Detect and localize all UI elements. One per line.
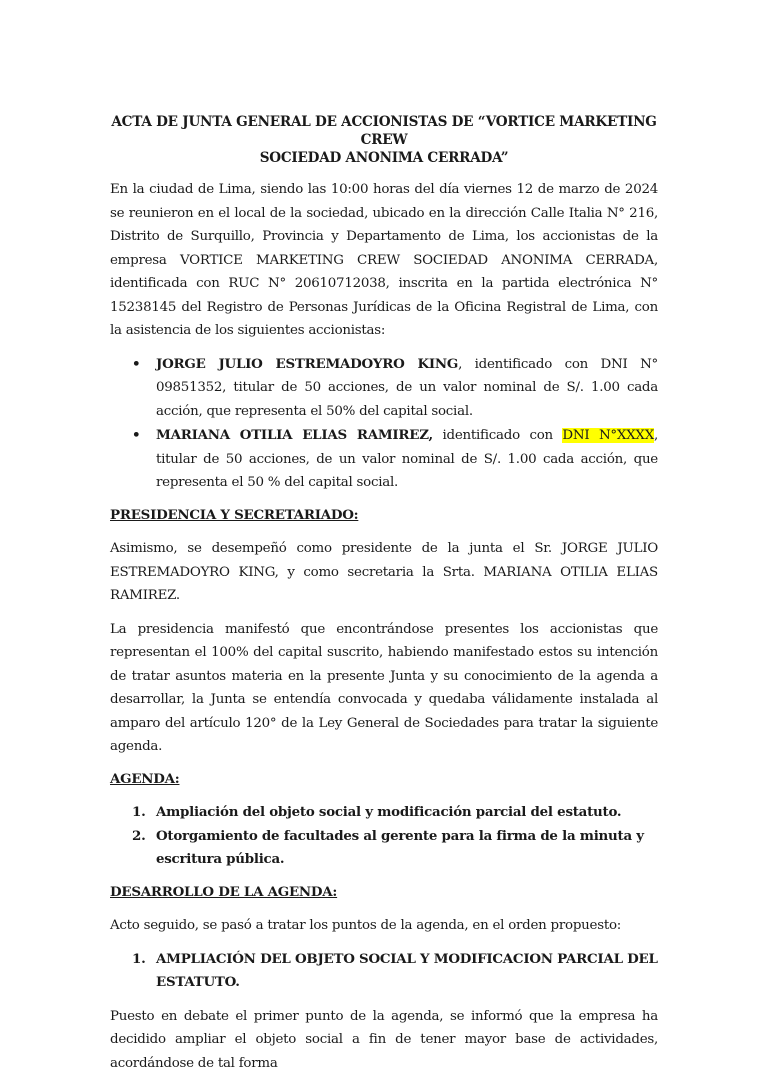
agenda-item-number: 2.: [132, 825, 145, 849]
shareholder-item: [110, 353, 658, 424]
document-title: [110, 113, 658, 167]
document-page: [110, 113, 658, 1075]
shareholder-list: [110, 353, 658, 495]
development-intro: Acto seguido, se pasó a tratar los puntos de la agenda, en el orden propuesto:: [110, 914, 658, 938]
agenda-item-text: Ampliación del objeto social y modificación parcial del estatuto.: [156, 804, 621, 820]
agenda-list: [110, 801, 658, 872]
agenda-item: [110, 825, 658, 872]
section-1-heading: [110, 948, 658, 995]
heading-development: DESARROLLO DE LA AGENDA:: [110, 881, 658, 905]
agenda-item: [110, 801, 658, 825]
title-line-2: SOCIEDAD ANONIMA CERRADA”: [110, 149, 658, 167]
title-line-1: ACTA DE JUNTA GENERAL DE ACCIONISTAS DE “VORTICE MARKETING CREW: [110, 113, 658, 149]
shareholder-details: , titular de 50 acciones, de un valor nominal de S/. 1.00 cada acción, que representa el 50 % del capital social.: [156, 428, 658, 490]
agenda-item-number: 1.: [132, 801, 145, 825]
section-1-paragraph: Puesto en debate el primer punto de la agenda, se informó que la empresa ha decidido ampliar el objeto social a fin de tener mayor base de actividades, acordándose de tal forma: [110, 1005, 658, 1075]
bullet-icon: •: [132, 353, 140, 377]
shareholder-pre-id: identificado con: [433, 428, 562, 443]
intro-paragraph: En la ciudad de Lima, siendo las 10:00 horas del día viernes 12 de marzo de 2024 se reunieron en el local de la sociedad, ubicado en la dirección Calle Italia N° 216, Distrito de Surquillo, Provincia y Departamento de Lima, los accionistas de la empresa VORTICE MARKETING CREW SOCIEDAD ANONIMA CERRADA, identificada con RUC N° 20610712038, inscrita en la partida electrónica N° 15238145 del Registro de Personas Jurídicas de la Oficina Registral de Lima, con la asistencia de los siguientes accionistas:: [110, 178, 658, 343]
section-1-title: AMPLIACIÓN DEL OBJETO SOCIAL Y MODIFICACION PARCIAL DEL ESTATUTO.: [156, 951, 658, 991]
shareholder-item: [110, 424, 658, 495]
shareholder-name: JORGE JULIO ESTREMADOYRO KING: [156, 356, 458, 372]
agenda-item-text: Otorgamiento de facultades al gerente para la firma de la minuta y escritura pública.: [156, 828, 644, 868]
shareholder-details: , identificado con DNI N° 09851352, titular de 50 acciones, de un valor nominal de S/. 1.00 cada acción, que representa el 50% del capital social.: [156, 357, 658, 419]
highlighted-dni: DNI N°XXXX: [562, 428, 654, 443]
section-1-number: 1.: [132, 948, 145, 972]
heading-presidency: PRESIDENCIA Y SECRETARIADO:: [110, 504, 658, 528]
shareholder-name: MARIANA OTILIA ELIAS RAMIREZ,: [156, 427, 433, 443]
heading-agenda: AGENDA:: [110, 768, 658, 792]
bullet-icon: •: [132, 424, 140, 448]
presidency-paragraph: Asimismo, se desempeñó como presidente de la junta el Sr. JORGE JULIO ESTREMADOYRO KING, y como secretaria la Srta. MARIANA OTILIA ELIAS RAMIREZ.: [110, 537, 658, 608]
quorum-paragraph: La presidencia manifestó que encontrándose presentes los accionistas que representan el 100% del capital suscrito, habiendo manifestado estos su intención de tratar asuntos materia en la presente Junta y su conocimiento de la agenda a desarrollar, la Junta se entendía convocada y quedaba válidamente instalada al amparo del artículo 120° de la Ley General de Sociedades para tratar la siguiente agenda.: [110, 618, 658, 759]
